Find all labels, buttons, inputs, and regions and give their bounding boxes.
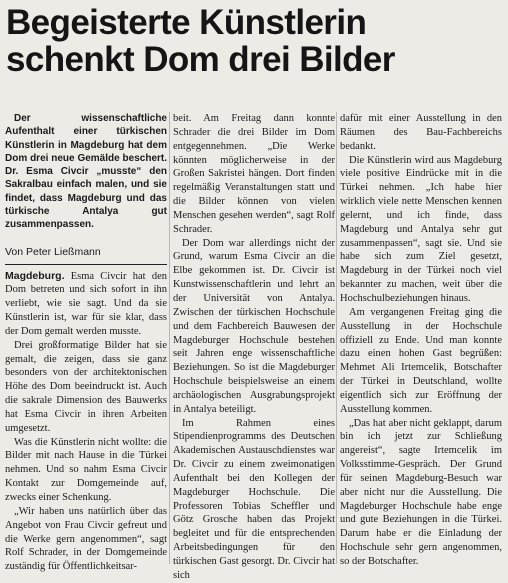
headline-line-2: schenkt Dom drei Bilder [6, 40, 395, 79]
body-paragraph: Am vergangenen Freitag ging die Ausstellung in der Hochschule offiziell zu Ende. Und man konnte dazu einen hohen Gast begrüßen: Mehmet Ali Irtemcelik, Botschafter der Türkei in Deutschland, wollte eigentlich sich zur Eröffnung der Ausstellung kommen. [340, 306, 502, 415]
byline: Von Peter Ließmann [5, 246, 167, 265]
body-paragraph: Was die Künstlerin nicht wollte: die Bilder mit nach Hause in die Türkei nehmen. Und so nahm Esma Civcir Kontakt zur Domgemeinde auf, zwecks einer Schenkung. [5, 436, 167, 504]
body-paragraph [5, 270, 167, 339]
article-column-2 [173, 112, 335, 583]
body-text: Esma Civcir hat den Dom betreten und sich sofort in ihn verliebt, wie sie sagt. Und da sie Künstlerin ist, war für sie klar, dass der Dom gemalt werden musste. [5, 270, 167, 337]
headline [6, 4, 504, 78]
body-paragraph: dafür mit einer Ausstellung in den Räumen des Bau-Fachbereichs bedankt. [340, 113, 502, 152]
body-paragraph: Im Rahmen eines Stipendienprogramms des Deutschen Akademischen Austauschdienstes war Dr. Civcir zu einem zweimonatigen Aufenthalt bei den Kollegen der Magdeburger Hochschule. Die Professoren Tobias Scheffler und Götz Grosche haben das Projekt begleitet und für die entsprechenden Arbeitsbedingungen für den türkischen Gast gesorgt. Dr. Civcir hat sich [173, 417, 335, 581]
headline-line-1: Begeisterte Künstlerin [6, 3, 367, 42]
dateline: Magdeburg. [5, 269, 65, 282]
body-paragraph: Die Künstlerin wird aus Magdeburg viele positive Eindrücke mit in die Türkei nehmen. „Ich habe hier wirklich viele nette Menschen kennen gelernt, und ich finde, dass Magdeburg und Antalya sehr gut zusammenpassen“, sagt sie. Und sie habe sich zum Ziel gesetzt, Magdeburg in der Türkei noch viel bekannter zu machen, weit über die Hochschulbeziehungen hinaus. [340, 154, 502, 304]
body-paragraph: „Wir haben uns natürlich über das Angebot von Frau Civcir gefreut und die Werke gern angenommen“, sagt Rolf Schrader, in der Domgemeinde zuständig für Öffentlichkeitsar- [5, 505, 167, 573]
article-column-3 [340, 112, 502, 569]
column-divider [169, 112, 170, 564]
article-column-1 [5, 112, 167, 574]
lead-paragraph: Der wissenschaftliche Aufenthalt einer türkischen Künstlerin in Magdeburg hat dem Dom drei neue Gemälde beschert. Dr. Esma Civcir „musste“ den Sakralbau einfach malen, und sie findet, dass Magdeburg und das türkische Antalya gut zusammenpassen. [5, 113, 167, 231]
column-divider [336, 112, 337, 564]
body-paragraph: Drei großformatige Bilder hat sie gemalt, die zeigen, dass sie ganz besonders von der architektonischen Höhe des Dom beeindruckt ist. Auch die sakrale Dimension des Bauwerks hat Esma Civcir in ihren Arbeiten umgesetzt. [5, 339, 167, 434]
body-paragraph: beit. Am Freitag dann konnte Schrader die drei Bilder im Dom entgegennehmen. „Die Werke könnten möglicherweise in der Großen Sakristei hängen. Dort finden regelmäßig Veranstaltungen statt und die Bilder können von vielen Menschen gesehen werden“, sagt Rolf Schrader. [173, 113, 335, 235]
body-paragraph: „Das hat aber nicht geklappt, darum bin ich jetzt zur Schließung angereist“, sagte Irtemcelik im Volksstimme-Gespräch. Der Grund für seinen Magdeburg-Besuch war aber nicht nur die Ausstellung. Die Magdeburger Hochschule habe enge und gute Beziehungen in die Türkei. Darum habe er die Einladung der Hochschule sehr gern angenommen, so der Botschafter. [340, 417, 502, 567]
body-paragraph: Der Dom war allerdings nicht der Grund, warum Esma Civcir an die Elbe gekommen ist. Dr. Civcir ist Kunstwissenschaftlerin und lehrt an der Universität von Antalya. Zwischen der türkischen Hochschule und dem Fachbereich Bauwesen der Magdeburger Hochschule bestehen seit Jahren enge wissenschaftliche Beziehungen. So ist die Magdeburger Hochschule beispielsweise an einem archäologischen Ausgrabungsprojekt in Antalya beteiligt. [173, 237, 335, 415]
